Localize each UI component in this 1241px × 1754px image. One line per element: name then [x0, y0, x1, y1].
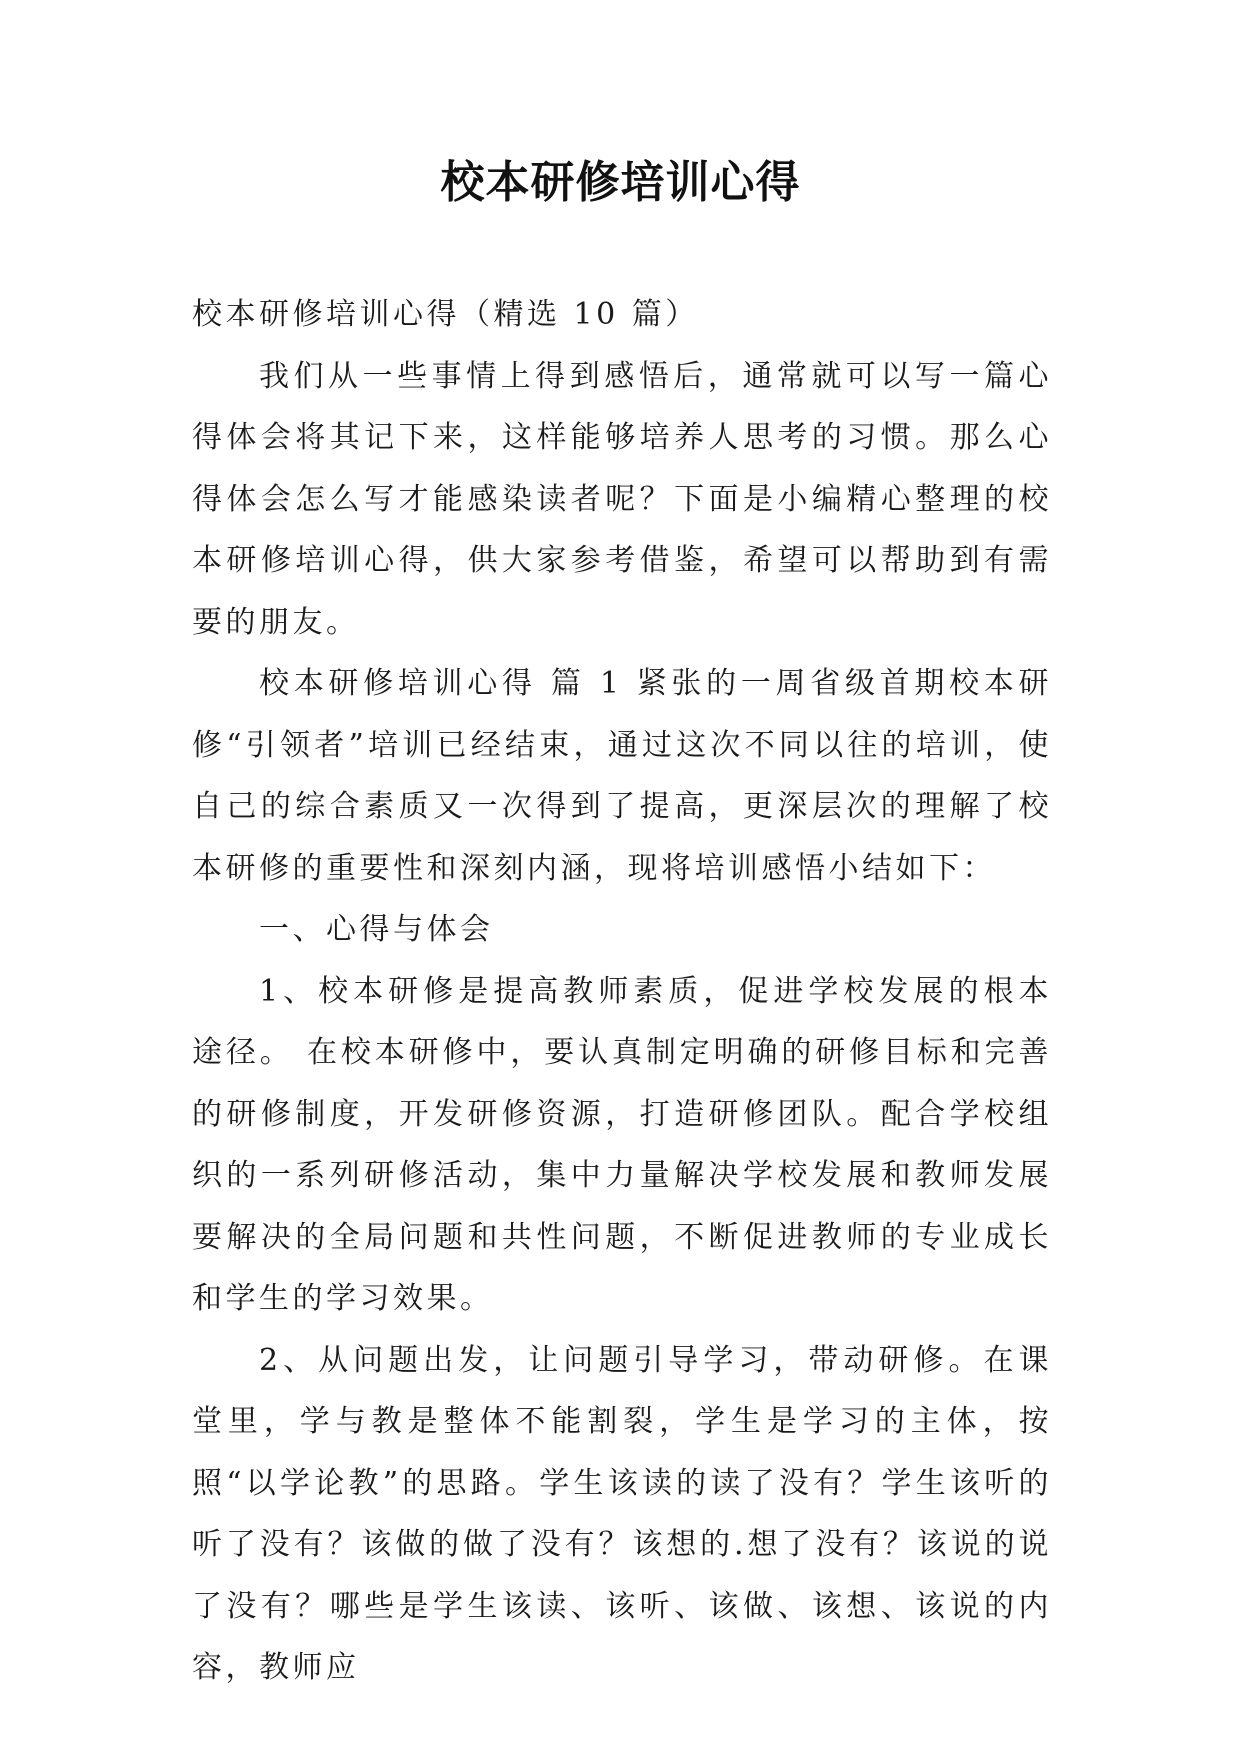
section-1-paragraph: 校本研修培训心得 篇 1 紧张的一周省级首期校本研修“引领者”培训已经结束，通过这次不同以往的培训，使自己的综合素质又一次得到了提高，更深层次的理解了校本研修的重要性和深刻内涵，现将培训感悟小结如下： [192, 666, 1052, 886]
heading-paragraph: 一、心得与体会 [259, 912, 494, 947]
subtitle-paragraph: 校本研修培训心得（精选 10 篇） [192, 297, 699, 332]
point-2-paragraph: 2、从问题出发，让问题引导学习，带动研修。在课堂里，学与教是整体不能割裂，学生是学习的主体，按照“以学论教”的思路。学生该读的读了没有？学生该听的听了没有？该做的做了没有？该想的.想了没有？该说的说了没有？哪些是学生该读、该听、该做、该想、该说的内容，教师应 [192, 1342, 1052, 1685]
point-1-paragraph: 1、校本研修是提高教师素质，促进学校发展的根本途径。 在校本研修中，要认真制定明确的研修目标和完善的研修制度，开发研修资源，打造研修团队。配合学校组织的一系列研修活动，集中力量解决学校发展和教师发展要解决的全局问题和共性问题，不断促进教师的专业成长和学生的学习效果。 [192, 973, 1052, 1316]
document-title: 校本研修培训心得 [440, 157, 801, 208]
intro-paragraph: 我们从一些事情上得到感悟后，通常就可以写一篇心得体会将其记下来，这样能够培养人思考的习惯。那么心得体会怎么写才能感染读者呢？下面是小编精心整理的校本研修培训心得，供大家参考借鉴，希望可以帮助到有需要的朋友。 [192, 358, 1052, 640]
document-body [192, 284, 1052, 1699]
